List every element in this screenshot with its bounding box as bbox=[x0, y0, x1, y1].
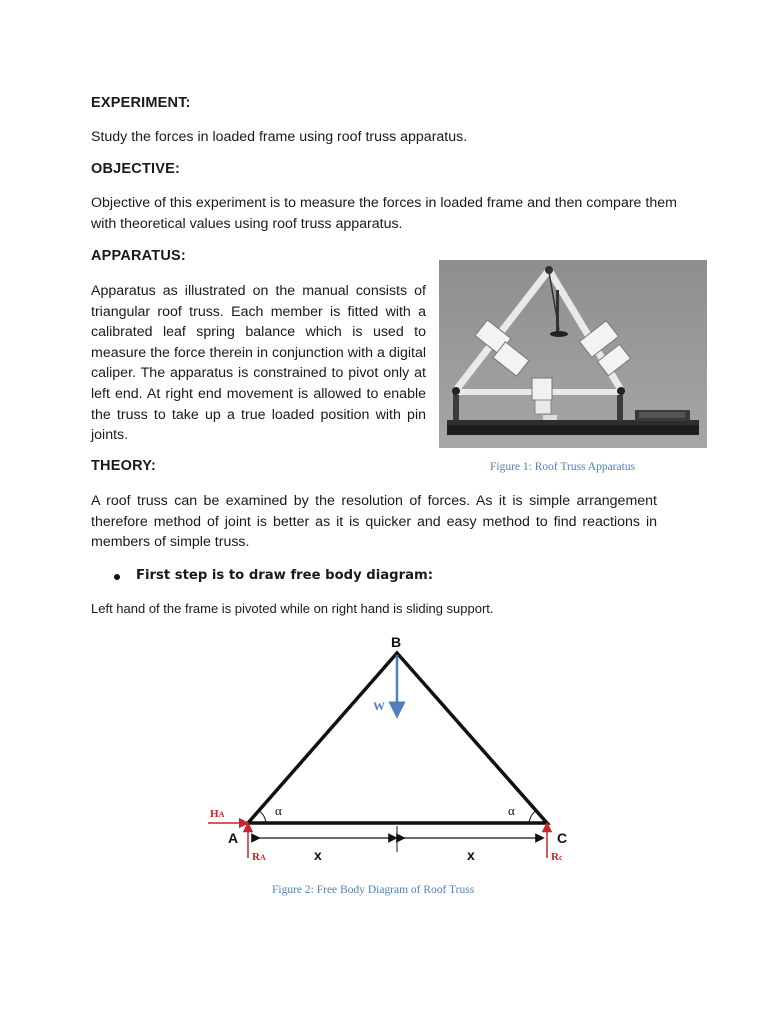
support-text: Left hand of the frame is pivoted while on right hand is sliding support. bbox=[91, 601, 494, 616]
bullet-text: First step is to draw free body diagram: bbox=[136, 568, 434, 583]
ha-label: HA bbox=[210, 808, 225, 820]
span-right-label: x bbox=[467, 847, 475, 863]
load-label: W bbox=[373, 699, 385, 713]
figure2-caption: Figure 2: Free Body Diagram of Roof Truss bbox=[272, 884, 475, 896]
objective-text: Objective of this experiment is to measure the forces in loaded frame and then compare them with theoretical values using roof truss apparatus. bbox=[91, 195, 677, 232]
span-left-label: x bbox=[314, 847, 322, 863]
experiment-text: Study the forces in loaded frame using roof truss apparatus. bbox=[91, 129, 468, 145]
experiment-heading: EXPERIMENT: bbox=[91, 95, 191, 111]
objective-heading: OBJECTIVE: bbox=[91, 161, 181, 177]
angle-alpha-left: α bbox=[275, 803, 282, 818]
rc-label: Rc bbox=[551, 851, 563, 863]
free-body-diagram bbox=[200, 630, 580, 875]
theory-heading: THEORY: bbox=[91, 458, 157, 474]
joint-a-label: A bbox=[228, 830, 239, 846]
ra-label: RA bbox=[252, 851, 266, 863]
apparatus-heading: APPARATUS: bbox=[91, 248, 186, 264]
bullet-icon bbox=[114, 574, 120, 580]
angle-alpha-right: α bbox=[508, 803, 515, 818]
joint-b-label: B bbox=[391, 634, 402, 650]
joint-c-label: C bbox=[557, 830, 568, 846]
theory-text: A roof truss can be examined by the resolution of forces. As it is simple arrangement therefore method of joint is better as it is quicker and easy method to find reactions in members of simple truss. bbox=[91, 493, 657, 551]
apparatus-text: Apparatus as illustrated on the manual consists of triangular roof truss. Each member is fitted with a calibrated leaf spring balance which is used to measure the force therein in conjunction with a digital caliper. The apparatus is constrained to pivot only at left end. At right end movement is allowed to enable the truss to take up a true loaded position with pin joints. bbox=[91, 283, 426, 444]
figure1-caption: Figure 1: Roof Truss Apparatus bbox=[490, 461, 636, 473]
roof-truss-apparatus-photo bbox=[439, 260, 707, 448]
